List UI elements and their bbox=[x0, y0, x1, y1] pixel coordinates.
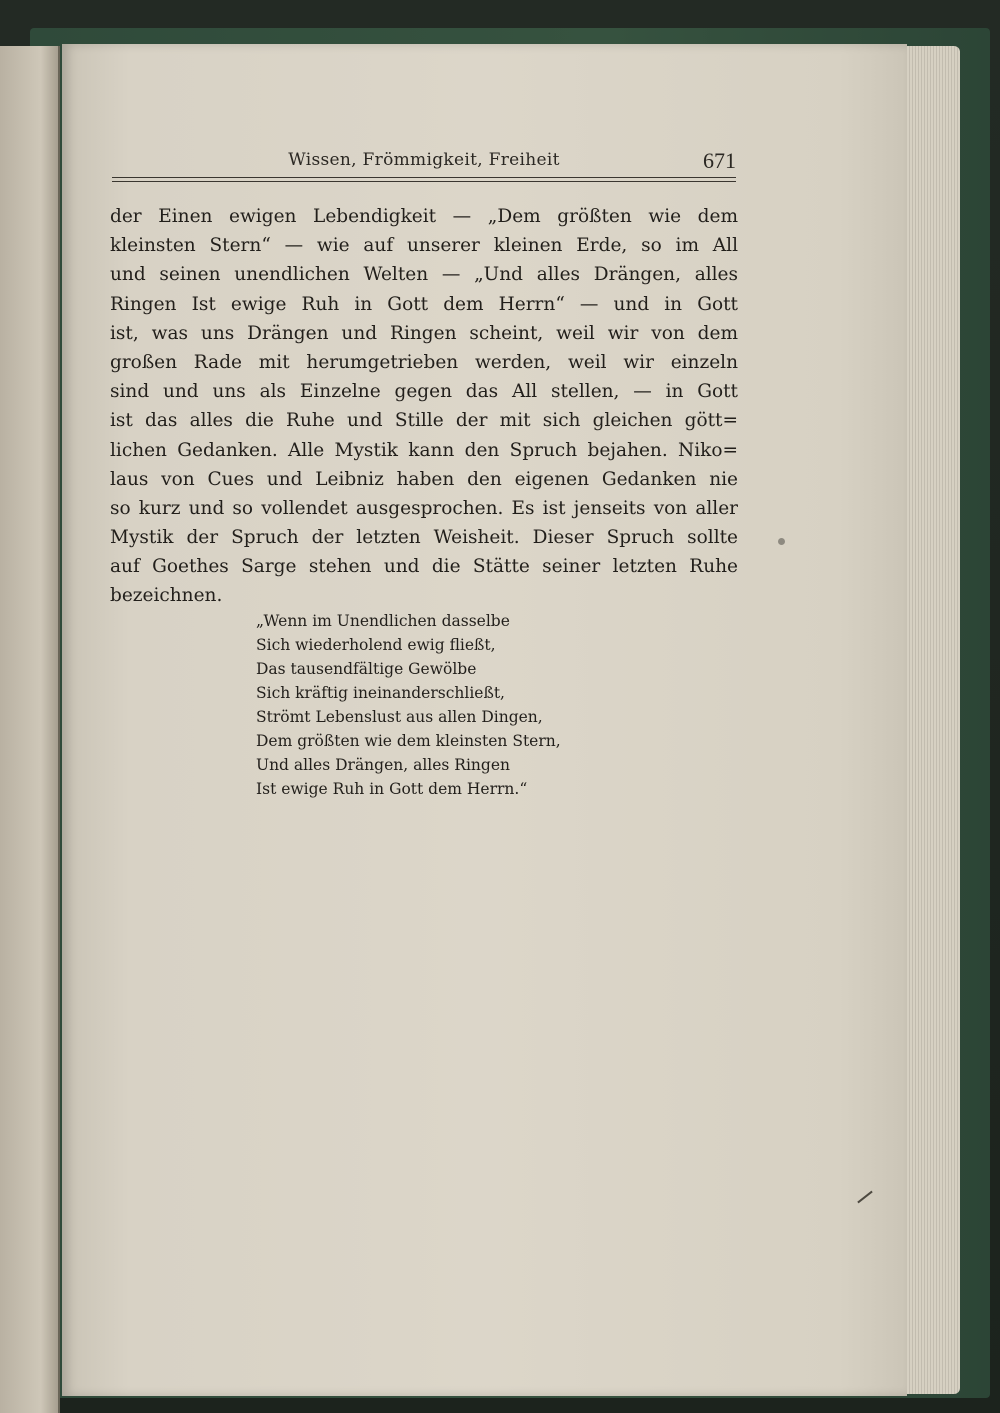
paper-speck bbox=[778, 538, 785, 545]
body-line: laus von Cues und Leibniz haben den eigenen Gedanken nie bbox=[110, 468, 738, 490]
poem-line: Strömt Lebenslust aus allen Dingen, bbox=[256, 708, 543, 726]
poem-line: Ist ewige Ruh in Gott dem Herrn.“ bbox=[256, 780, 528, 798]
body-line: lichen Gedanken. Alle Mystik kann den Spruch bejahen. Niko= bbox=[110, 439, 738, 461]
page-number: 671 bbox=[703, 148, 736, 173]
body-line: großen Rade mit herumgetrieben werden, weil wir einzeln bbox=[110, 351, 738, 373]
body-line: und seinen unendlichen Welten — „Und alles Drängen, alles bbox=[110, 264, 738, 286]
body-line: ist das alles die Ruhe und Stille der mit sich gleichen gött= bbox=[110, 410, 738, 432]
header-rule bbox=[112, 177, 736, 182]
poem-line: Sich wiederholend ewig fließt, bbox=[256, 636, 496, 654]
body-line: ist, was uns Drängen und Ringen scheint, weil wir von dem bbox=[110, 322, 738, 344]
poem-line: Sich kräftig ineinanderschließt, bbox=[256, 684, 505, 702]
poem-line: Und alles Drängen, alles Ringen bbox=[256, 756, 510, 774]
facing-page-edge bbox=[0, 46, 60, 1413]
body-paragraph bbox=[110, 202, 738, 611]
body-line: sind und uns als Einzelne gegen das All stellen, — in Gott bbox=[110, 381, 738, 403]
body-line: bezeichnen. bbox=[110, 585, 223, 607]
body-line: der Einen ewigen Lebendigkeit — „Dem größten wie dem bbox=[110, 206, 738, 227]
poem-line: Dem größten wie dem kleinsten Stern, bbox=[256, 732, 561, 750]
poem-line: „Wenn im Unendlichen dasselbe bbox=[256, 612, 510, 630]
poem-line: Das tausendfältige Gewölbe bbox=[256, 660, 477, 678]
body-line: Mystik der Spruch der letzten Weisheit. Dieser Spruch sollte bbox=[110, 527, 738, 549]
body-line: so kurz und so vollendet ausgesprochen. Es ist jenseits von aller bbox=[110, 497, 738, 519]
poem-quote bbox=[256, 609, 656, 801]
body-line: kleinsten Stern“ — wie auf unserer kleinen Erde, so im All bbox=[110, 235, 738, 257]
body-line: Ringen Ist ewige Ruh in Gott dem Herrn“ — und in Gott bbox=[110, 293, 738, 315]
running-head-title: Wissen, Frömmigkeit, Freiheit bbox=[288, 150, 560, 170]
body-line: auf Goethes Sarge stehen und die Stätte seiner letzten Ruhe bbox=[110, 556, 738, 578]
